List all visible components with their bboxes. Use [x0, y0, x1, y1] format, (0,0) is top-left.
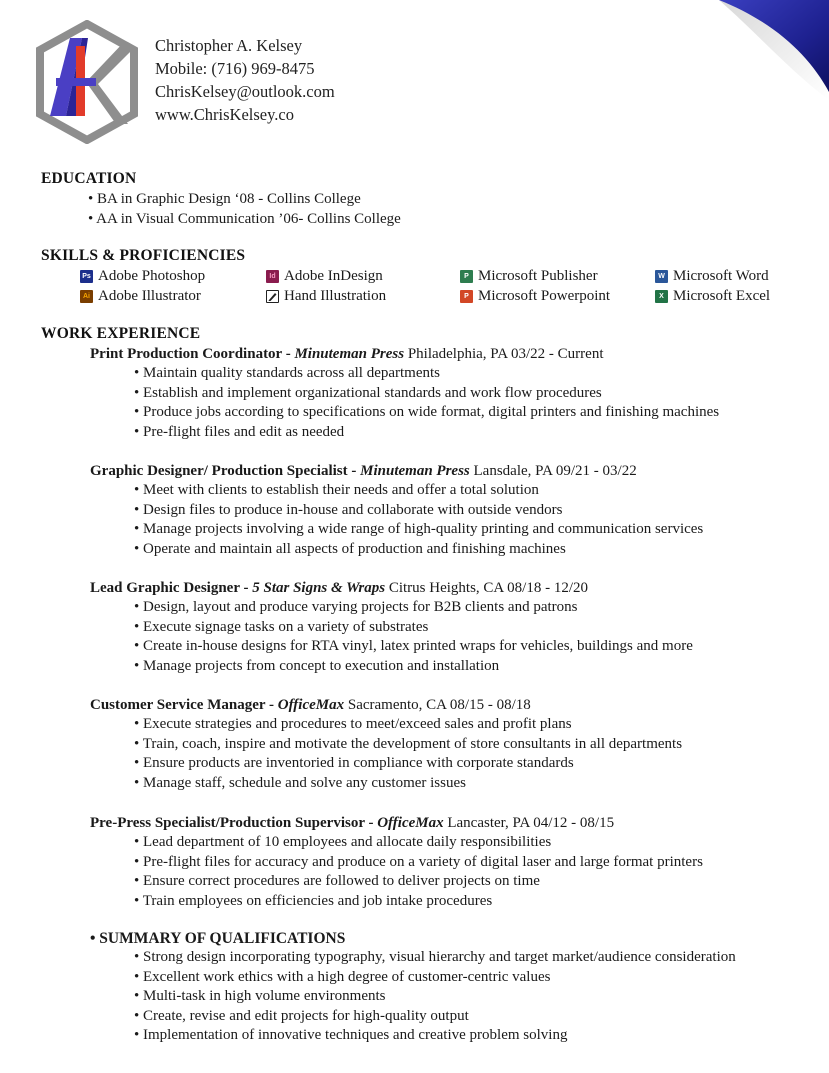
- job-details: Philadelphia, PA 03/22 - Current: [404, 346, 604, 362]
- education-list: [88, 189, 401, 229]
- work-experience-heading: WORK EXPERIENCE: [41, 325, 201, 342]
- job-bullet: • Operate and maintain all aspects of production and finishing machines: [134, 540, 566, 557]
- contact-block: [155, 34, 335, 126]
- summary-bullets: [134, 948, 736, 1046]
- skill-label: Hand Illustration: [284, 287, 387, 304]
- job-details: Lancaster, PA 04/12 - 08/15: [443, 815, 615, 831]
- job-title: Customer Service Manager: [90, 697, 266, 713]
- job-bullet: • Manage staff, schedule and solve any customer issues: [134, 774, 466, 791]
- page-curl-decoration: [719, 0, 829, 100]
- job-company: Minuteman Press: [360, 463, 470, 479]
- job-company: OfficeMax: [277, 697, 345, 713]
- job-bullet: • Create in-house designs for RTA vinyl, latex printed wraps for vehicles, buildings and more: [134, 638, 693, 654]
- job-bullet: • Produce jobs according to specifications on wide format, digital printers and finishing machines: [134, 404, 720, 420]
- job-bullet: • Manage projects involving a wide range of high-quality printing and communication services: [134, 521, 704, 537]
- word-icon: W: [655, 270, 668, 283]
- skill-item: [655, 266, 769, 286]
- skill-item: [655, 286, 770, 306]
- job-bullet: • Execute signage tasks on a variety of substrates: [134, 618, 429, 635]
- logo-monogram: [36, 20, 138, 144]
- education-item: • AA in Visual Communication ’06- Collins College: [88, 211, 401, 227]
- illustrator-icon: Ai: [80, 290, 93, 303]
- skills-heading: SKILLS & PROFICIENCIES: [41, 247, 246, 264]
- job-bullet: • Manage projects from concept to execution and installation: [134, 657, 500, 674]
- skill-label: Adobe Photoshop: [98, 267, 206, 284]
- job-bullet: • Train employees on efficiencies and job intake procedures: [134, 892, 493, 909]
- skill-item: [80, 286, 201, 306]
- job-bullets: [134, 833, 810, 911]
- job-entry: [90, 344, 810, 442]
- education-heading: EDUCATION: [41, 170, 137, 187]
- summary-bullet: • Strong design incorporating typography, visual hierarchy and target market/audience consideration: [134, 949, 736, 965]
- job-bullet: • Pre-flight files for accuracy and produce on a variety of digital laser and large format printers: [134, 853, 703, 870]
- job-header: Lead Graphic Designer - 5 Star Signs & Wraps Citrus Heights, CA 08/18 - 12/20: [90, 580, 589, 596]
- job-bullet: • Meet with clients to establish their needs and offer a total solution: [134, 482, 539, 498]
- job-entry: [90, 461, 810, 559]
- job-header: Print Production Coordinator - Minuteman Press Philadelphia, PA 03/22 - Current: [90, 346, 604, 362]
- job-company: Minuteman Press: [294, 346, 405, 362]
- job-entry: [90, 695, 810, 793]
- photoshop-icon: Ps: [80, 270, 93, 283]
- job-details: Lansdale, PA 09/21 - 03/22: [469, 463, 637, 479]
- job-title: Pre-Press Specialist/Production Supervisor: [90, 815, 365, 831]
- skill-label: Microsoft Publisher: [478, 267, 598, 284]
- job-bullet: • Establish and implement organizational standards and work flow procedures: [134, 384, 602, 401]
- job-company: 5 Star Signs & Wraps: [252, 580, 386, 596]
- job-details: Citrus Heights, CA 08/18 - 12/20: [385, 580, 589, 596]
- summary-bullet: • Multi-task in high volume environments: [134, 988, 386, 1004]
- summary-bullet: • Create, revise and edit projects for high-quality output: [134, 1007, 469, 1024]
- job-bullets: [134, 715, 810, 793]
- summary-section: [90, 930, 736, 1046]
- job-bullet: • Design files to produce in-house and collaborate with outside vendors: [134, 501, 563, 518]
- job-bullet: • Ensure products are inventoried in compliance with corporate standards: [134, 755, 574, 771]
- skill-item: [266, 266, 383, 286]
- skill-label: Microsoft Excel: [673, 287, 771, 304]
- indesign-icon: Id: [266, 270, 279, 283]
- skill-item: [80, 266, 205, 286]
- contact-name: Christopher A. Kelsey: [155, 36, 303, 55]
- job-company: OfficeMax: [377, 815, 444, 831]
- job-title: Lead Graphic Designer: [90, 580, 240, 596]
- powerpoint-icon: P: [460, 290, 473, 303]
- excel-icon: X: [655, 290, 668, 303]
- job-bullet: • Lead department of 10 employees and allocate daily responsibilities: [134, 834, 552, 850]
- education-item: • BA in Graphic Design ‘08 - Collins College: [88, 191, 361, 207]
- summary-bullet: • Implementation of innovative techniques and creative problem solving: [134, 1027, 568, 1043]
- publisher-icon: P: [460, 270, 473, 283]
- job-header: Customer Service Manager - OfficeMax Sacramento, CA 08/15 - 08/18: [90, 697, 531, 713]
- skill-label: Adobe InDesign: [284, 267, 383, 284]
- job-bullet: • Execute strategies and procedures to meet/exceed sales and profit plans: [134, 716, 572, 732]
- summary-bullet: • Excellent work ethics with a high degree of customer-centric values: [134, 968, 551, 985]
- job-title: Graphic Designer/ Production Specialist: [90, 463, 348, 479]
- skill-label: Microsoft Word: [673, 267, 769, 284]
- job-details: Sacramento, CA 08/15 - 08/18: [344, 697, 531, 713]
- job-bullet: • Pre-flight files and edit as needed: [134, 423, 345, 440]
- contact-mobile: Mobile: (716) 969-8475: [155, 59, 315, 78]
- contact-website[interactable]: www.ChrisKelsey.co: [155, 105, 295, 124]
- job-bullets: [134, 598, 810, 676]
- job-entry: [90, 578, 810, 676]
- job-bullets: [134, 364, 810, 442]
- skill-item: [460, 286, 610, 306]
- skill-label: Microsoft Powerpoint: [478, 287, 611, 304]
- contact-email[interactable]: ChrisKelsey@outlook.com: [155, 82, 335, 101]
- job-header: Pre-Press Specialist/Production Supervisor - OfficeMax Lancaster, PA 04/12 - 08/15: [90, 815, 615, 831]
- job-title: Print Production Coordinator: [90, 346, 282, 362]
- job-bullet: • Design, layout and produce varying projects for B2B clients and patrons: [134, 599, 578, 615]
- job-bullet: • Ensure correct procedures are followed to deliver projects on time: [134, 873, 540, 889]
- summary-heading: • SUMMARY OF QUALIFICATIONS: [90, 930, 346, 947]
- skill-item: [266, 286, 386, 306]
- job-bullets: [134, 481, 810, 559]
- job-bullet: • Maintain quality standards across all departments: [134, 365, 441, 381]
- skill-label: Adobe Illustrator: [98, 287, 201, 304]
- job-header: Graphic Designer/ Production Specialist - Minuteman Press Lansdale, PA 09/21 - 03/22: [90, 463, 637, 479]
- pencil-icon: [266, 290, 279, 303]
- skill-item: [460, 266, 598, 286]
- job-entry: [90, 813, 810, 911]
- job-bullet: • Train, coach, inspire and motivate the development of store consultants in all departments: [134, 735, 683, 752]
